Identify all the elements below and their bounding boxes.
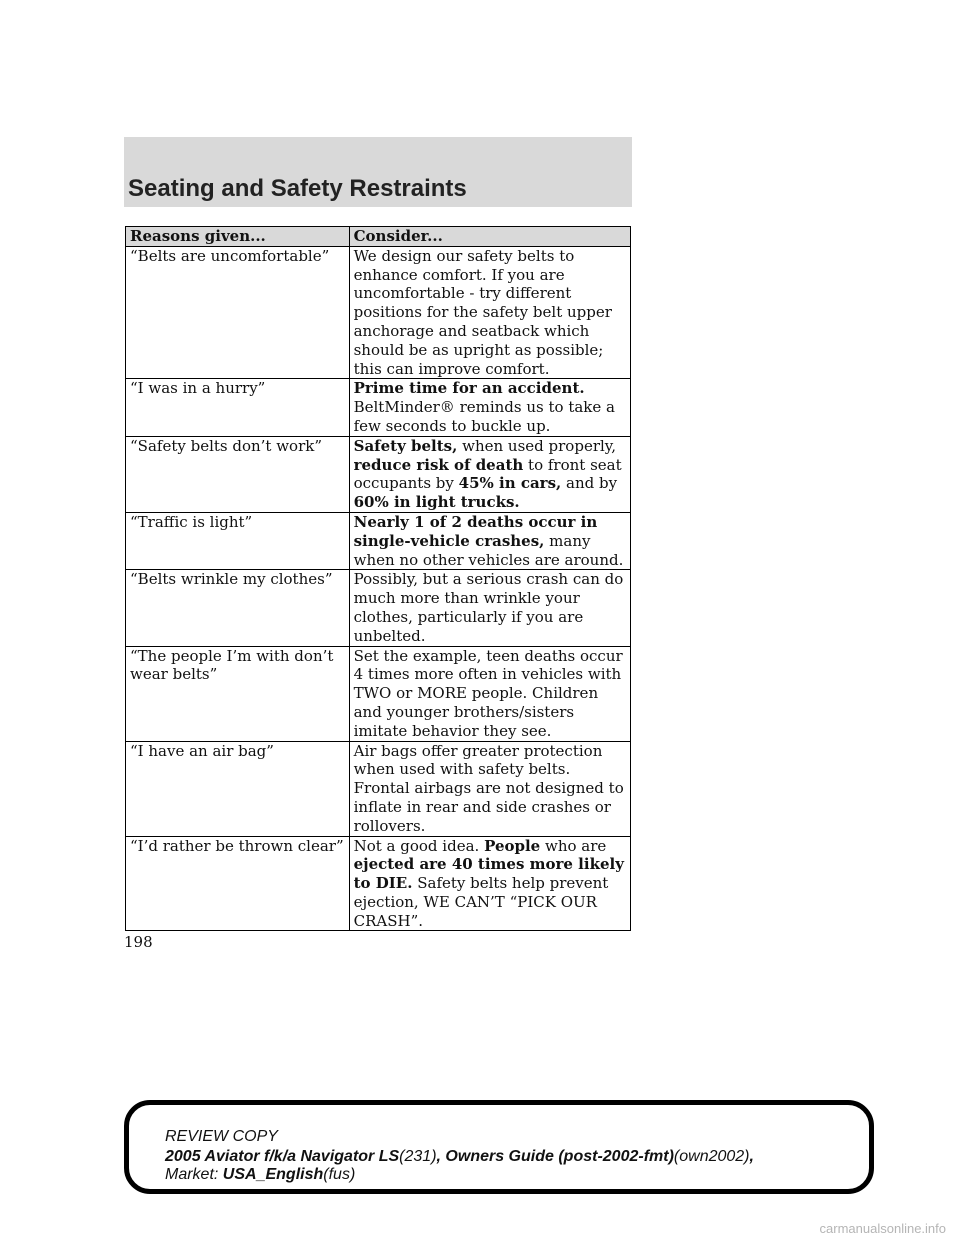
review-copy-label: REVIEW COPY <box>165 1128 278 1145</box>
body-text: Possibly, but a serious crash can do much more than wrinkle your clothes, particularly if you are unbelted. <box>353 570 624 645</box>
table-row <box>126 379 631 436</box>
document-info <box>165 1148 754 1166</box>
reasons-table <box>125 226 631 931</box>
body-text: and by <box>561 474 618 493</box>
consider-cell <box>349 570 630 646</box>
consider-cell <box>349 436 630 512</box>
reason-cell: “I’d rather be thrown clear” <box>126 836 350 931</box>
consider-cell <box>349 379 630 436</box>
body-text: We design our safety belts to enhance comfort. If you are uncomfortable - try different positions for the safety belt upper anchorage and seatback which should be as upright as possible; this can improve comfort. <box>353 246 612 378</box>
consider-header: Consider... <box>349 227 630 247</box>
consider-cell <box>349 646 630 741</box>
body-text: BeltMinder® reminds us to take a few seconds to buckle up. <box>353 398 615 435</box>
table-row <box>126 512 631 569</box>
market-info <box>165 1166 355 1184</box>
consider-cell <box>349 512 630 569</box>
body-text: who are <box>540 836 607 855</box>
table-row <box>126 836 631 931</box>
table-header-row <box>126 227 631 247</box>
emphasis-text: 45% in cars, <box>458 474 562 493</box>
consider-cell <box>349 741 630 836</box>
reason-cell: “The people I’m with don’t wear belts” <box>126 646 350 741</box>
body-text: Safety belts help prevent ejection, WE CAN’T “PICK OUR CRASH”. <box>353 874 609 930</box>
reason-cell: “Safety belts don’t work” <box>126 436 350 512</box>
reason-cell: “Belts wrinkle my clothes” <box>126 570 350 646</box>
emphasis-text: Nearly 1 of 2 deaths occur in single-vehicle crashes, <box>353 512 598 550</box>
section-header <box>124 137 632 207</box>
market-code: (fus) <box>323 1166 356 1183</box>
body-text: Air bags offer greater protection when used with safety belts. Frontal airbags are not designed to inflate in rear and side crashes or rollovers. <box>353 741 624 835</box>
reasons-header: Reasons given... <box>126 227 350 247</box>
guide-name: Owners Guide (post-2002-fmt) <box>445 1148 674 1165</box>
table-row <box>126 436 631 512</box>
model-name: 2005 Aviator f/k/a Navigator LS <box>165 1148 400 1165</box>
table-row <box>126 246 631 379</box>
body-text: when used properly, <box>457 436 617 455</box>
body-text: Not a good idea. <box>353 836 485 855</box>
market-label: Market: <box>165 1166 219 1183</box>
reason-cell: “Belts are uncomfortable” <box>126 246 350 379</box>
market-value: USA_English <box>222 1166 324 1183</box>
reason-cell: “I was in a hurry” <box>126 379 350 436</box>
emphasis-text: Prime time for an accident. <box>353 379 585 398</box>
table-row <box>126 646 631 741</box>
emphasis-text: 60% in light trucks. <box>353 493 520 512</box>
table-row <box>126 570 631 646</box>
separator: , <box>749 1148 754 1165</box>
consider-cell <box>349 836 630 931</box>
emphasis-text: Safety belts, <box>353 436 458 455</box>
review-footer <box>124 1100 874 1194</box>
emphasis-text: People <box>484 836 541 855</box>
emphasis-text: reduce risk of death <box>353 455 524 474</box>
page-number: 198 <box>124 933 153 951</box>
body-text: Set the example, teen deaths occur 4 times more often in vehicles with TWO or MORE people. Children and younger brothers/sisters imitate behavior they see. <box>353 646 623 740</box>
table-body <box>126 246 631 931</box>
watermark: carmanualsonline.info <box>819 1221 946 1236</box>
body-text: many when no other vehicles are around. <box>353 531 624 569</box>
body-text: to front seat occupants by <box>353 455 622 493</box>
table-row <box>126 741 631 836</box>
consider-cell <box>349 246 630 379</box>
model-code: (231) <box>399 1148 437 1165</box>
emphasis-text: ejected are 40 times more likely to DIE. <box>353 855 624 893</box>
reason-cell: “I have an air bag” <box>126 741 350 836</box>
reason-cell: “Traffic is light” <box>126 512 350 569</box>
guide-code: (own2002) <box>673 1148 750 1165</box>
separator: , <box>436 1148 446 1165</box>
section-title: Seating and Safety Restraints <box>128 175 467 202</box>
